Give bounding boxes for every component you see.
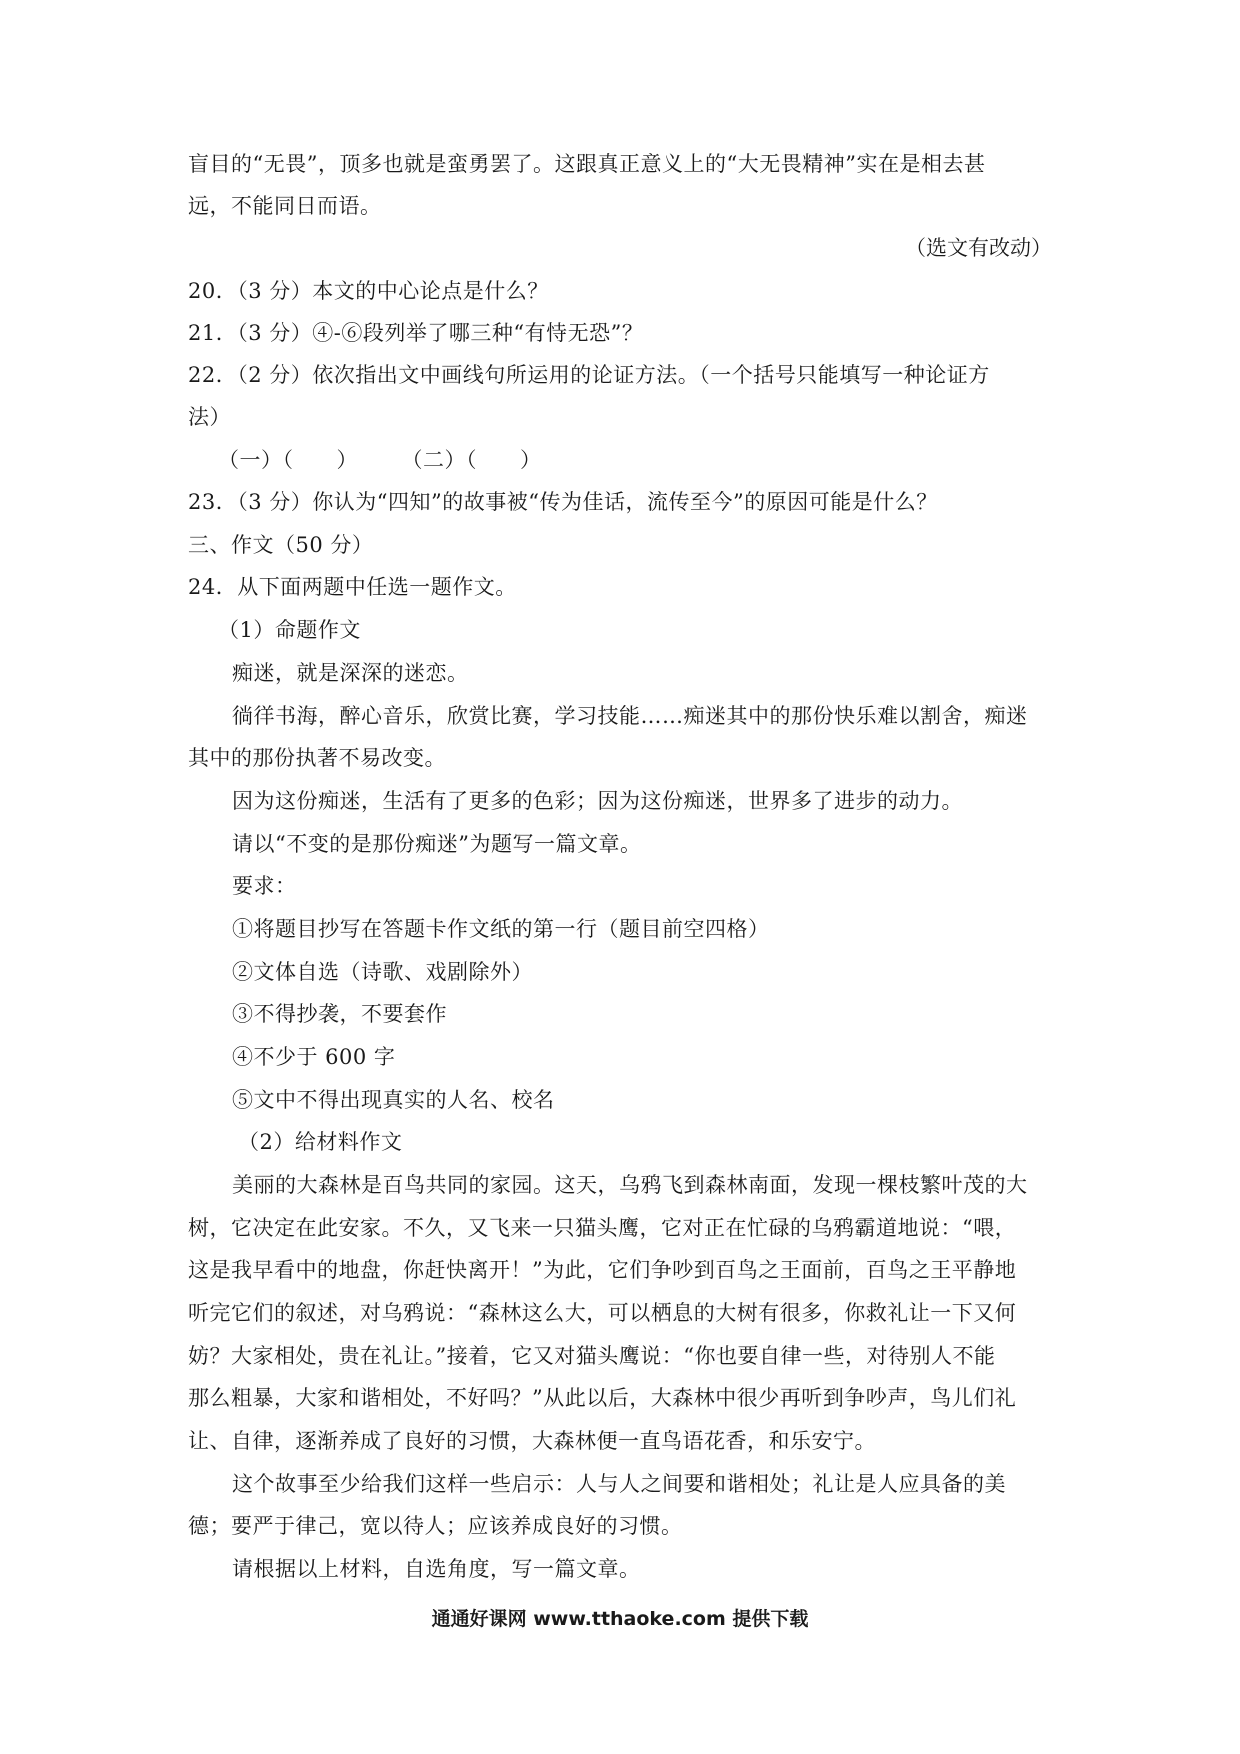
passage-line-2: 远，不能同日而语。 [188,194,382,218]
material-line-7: 让、自律，逐渐养成了良好的习惯，大森林便一直鸟语花香，和乐安宁。 [188,1429,876,1453]
writing-instruction: 请根据以上材料，自选角度，写一篇文章。 [232,1557,641,1581]
requirement-1: ①将题目抄写在答题卡作文纸的第一行（题目前空四格） [232,917,770,941]
section-title-composition: 三、作文（50 分） [188,533,374,557]
material-line-6: 那么粗暴，大家和谐相处，不好吗？”从此以后，大森林中很少再听到争吵声，鸟儿们礼 [188,1386,1017,1410]
option-1-paragraph-4: 请以“不变的是那份痴迷”为题写一篇文章。 [232,832,642,856]
question-20: 20．（3 分）本文的中心论点是什么？ [188,279,549,303]
requirement-3: ③不得抄袭，不要套作 [232,1002,447,1026]
question-22-blanks: （一）（ ） （二）（ ） [218,448,542,472]
option-1-paragraph-2-line-2: 其中的那份执著不易改变。 [188,746,446,770]
question-21: 21．（3 分）④-⑥段列举了哪三种“有恃无恐”？ [188,321,644,345]
material-line-4: 听完它们的叙述，对乌鸦说：“森林这么大，可以栖息的大树有很多，你救礼让一下又何 [188,1301,1017,1325]
requirement-2: ②文体自选（诗歌、戏剧除外） [232,960,533,984]
option-1-paragraph-3: 因为这份痴迷，生活有了更多的色彩；因为这份痴迷，世界多了进步的动力。 [232,789,963,813]
option-1-paragraph-2-line-1: 徜徉书海，醉心音乐，欣赏比赛，学习技能……痴迷其中的那份快乐难以割舍，痴迷 [232,704,1028,728]
option-1-paragraph-1: 痴迷，就是深深的迷恋。 [232,661,469,685]
question-22-line-2: 法） [188,405,231,429]
revelation-line-1: 这个故事至少给我们这样一些启示：人与人之间要和谐相处；礼让是人应具备的美 [232,1472,1006,1496]
revelation-line-2: 德；要严于律己，宽以待人；应该养成良好的习惯。 [188,1514,683,1538]
question-23: 23．（3 分）你认为“四知”的故事被“传为佳话，流传至今”的原因可能是什么？ [188,490,938,514]
passage-line-1: 盲目的“无畏”，顶多也就是蛮勇罢了。这跟真正意义上的“大无畏精神”实在是相去甚 [188,152,986,176]
question-22-line-1: 22．（2 分）依次指出文中画线句所运用的论证方法。（一个括号只能填写一种论证方 [188,363,990,387]
material-line-3: 这是我早看中的地盘，你赶快离开！”为此，它们争吵到百鸟之王面前，百鸟之王平静地 [188,1258,1017,1282]
requirement-5: ⑤文中不得出现真实的人名、校名 [232,1088,555,1112]
material-line-1: 美丽的大森林是百鸟共同的家园。这天，乌鸦飞到森林南面，发现一棵枝繁叶茂的大 [232,1173,1028,1197]
requirements-label: 要求： [232,874,297,898]
material-line-5: 妨？大家相处，贵在礼让。”接着，它又对猫头鹰说：“你也要自律一些，对待别人不能 [188,1344,996,1368]
requirement-4: ④不少于 600 字 [232,1045,396,1069]
material-line-2: 树，它决定在此安家。不久，又飞来一只猫头鹰，它对正在忙碌的乌鸦霸道地说：“喂， [188,1216,1017,1240]
option-2-heading: （2）给材料作文 [238,1130,403,1154]
footer-download-notice: 通通好课网 www.tthaoke.com 提供下载 [431,1608,809,1630]
source-note: （选文有改动） [905,236,1052,260]
question-24: 24．从下面两题中任选一题作文。 [188,575,517,599]
option-1-heading: （1）命题作文 [218,618,361,642]
